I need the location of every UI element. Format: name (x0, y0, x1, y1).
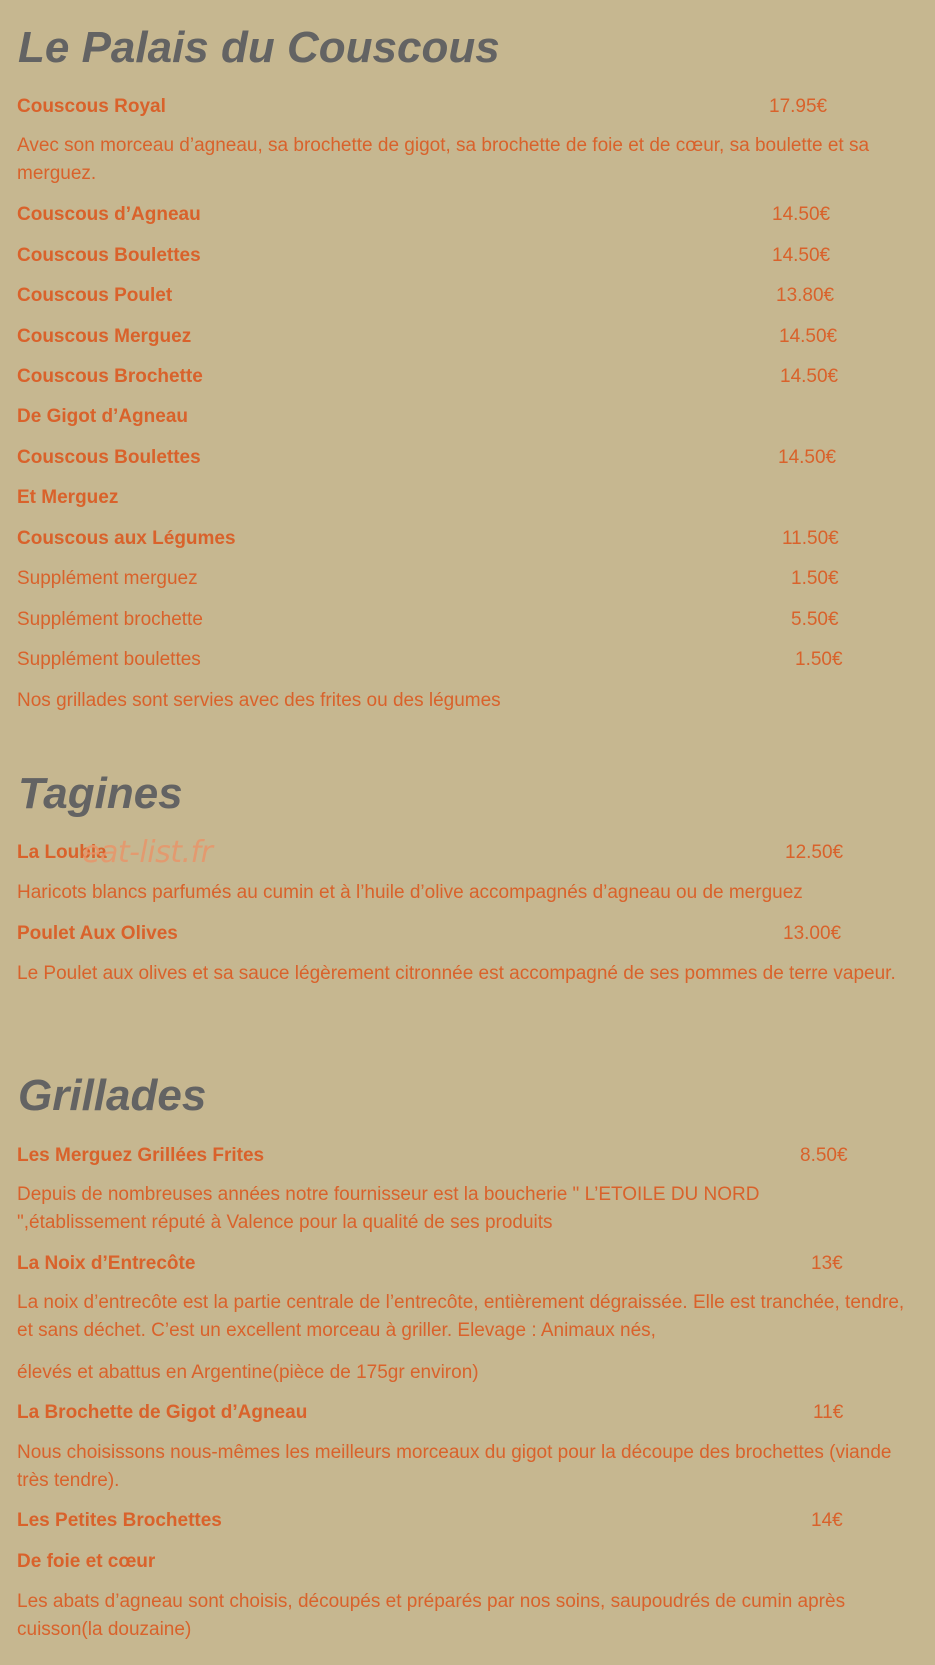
item-description: Avec son morceau d’agneau, sa brochette de gigot, sa brochette de foie et de cœur, sa boulette et sa merguez. (17, 135, 870, 184)
item-price: 13.80€ (776, 285, 835, 306)
section-note: Nos grillades sont servies avec des frites ou des légumes (17, 690, 501, 711)
item-description: La noix d’entrecôte est la partie centrale de l’entrecôte, entièrement dégraissée. Elle est tranchée, tendre, et sans déchet. C’est un excellent morceau à griller. Elevage : Animaux nés, (17, 1292, 905, 1341)
item-price: 13€ (811, 1253, 843, 1274)
item-name: Couscous Poulet (17, 285, 173, 306)
item-price: 14.50€ (778, 447, 837, 468)
item-price: 14.50€ (772, 245, 831, 266)
section-title-grillades: Grillades (18, 1071, 207, 1120)
item-price: 5.50€ (791, 609, 839, 630)
item-name: Supplément merguez (17, 568, 198, 589)
item-name: Supplément boulettes (17, 649, 201, 670)
item-description-continued: élevés et abattus en Argentine(pièce de 175gr environ) (17, 1362, 479, 1383)
item-name: Couscous aux Légumes (17, 528, 236, 549)
item-description: Depuis de nombreuses années notre fournisseur est la boucherie " L’ETOILE DU NORD ",établissement réputé à Valence pour la qualité de ses produits (17, 1184, 760, 1233)
item-name: La Brochette de Gigot d’Agneau (17, 1402, 308, 1423)
item-price: 12.50€ (785, 842, 844, 863)
item-name: Les Merguez Grillées Frites (17, 1145, 265, 1166)
item-price: 1.50€ (795, 649, 843, 670)
item-name: La Noix d’Entrecôte (17, 1253, 196, 1274)
item-name: Supplément brochette (17, 609, 203, 630)
item-name: Les Petites Brochettes (17, 1510, 222, 1531)
item-description: Nous choisissons nous-mêmes les meilleurs morceaux du gigot pour la découpe des brochettes (viande très tendre). (17, 1442, 892, 1491)
item-name: La Loubia (17, 842, 107, 863)
item-price: 17.95€ (769, 96, 828, 117)
item-name: Couscous Boulettes (17, 245, 201, 266)
item-price: 1.50€ (791, 568, 839, 589)
item-description: Haricots blancs parfumés au cumin et à l’huile d’olive accompagnés d’agneau ou de merguez (17, 882, 803, 903)
item-price: 14.50€ (772, 204, 831, 225)
item-description: Le Poulet aux olives et sa sauce légèrement citronnée est accompagné de ses pommes de terre vapeur. (17, 963, 896, 984)
item-name: De foie et cœur (17, 1551, 156, 1572)
item-name: Couscous Royal (17, 96, 166, 117)
item-price: 13.00€ (783, 923, 842, 944)
item-name: Couscous Boulettes (17, 447, 201, 468)
item-description: Les abats d’agneau sont choisis, découpés et préparés par nos soins, saupoudrés de cumin après cuisson(la douzaine) (17, 1591, 846, 1640)
watermark: eat-list.fr (82, 835, 213, 870)
item-name: Poulet Aux Olives (17, 923, 178, 944)
item-price: 11.50€ (782, 528, 839, 549)
item-name: Couscous Merguez (17, 326, 192, 347)
item-price: 8.50€ (800, 1145, 848, 1166)
item-price: 14.50€ (779, 326, 838, 347)
item-name: Et Merguez (17, 487, 119, 508)
item-name: Couscous Brochette (17, 366, 203, 387)
item-name: De Gigot d’Agneau (17, 406, 188, 427)
item-price: 14€ (811, 1510, 843, 1531)
section-title-couscous: Le Palais du Couscous (18, 23, 500, 72)
section-title-tagines: Tagines (18, 769, 183, 818)
item-name: Couscous d’Agneau (17, 204, 201, 225)
item-price: 11€ (813, 1402, 844, 1423)
item-price: 14.50€ (780, 366, 839, 387)
